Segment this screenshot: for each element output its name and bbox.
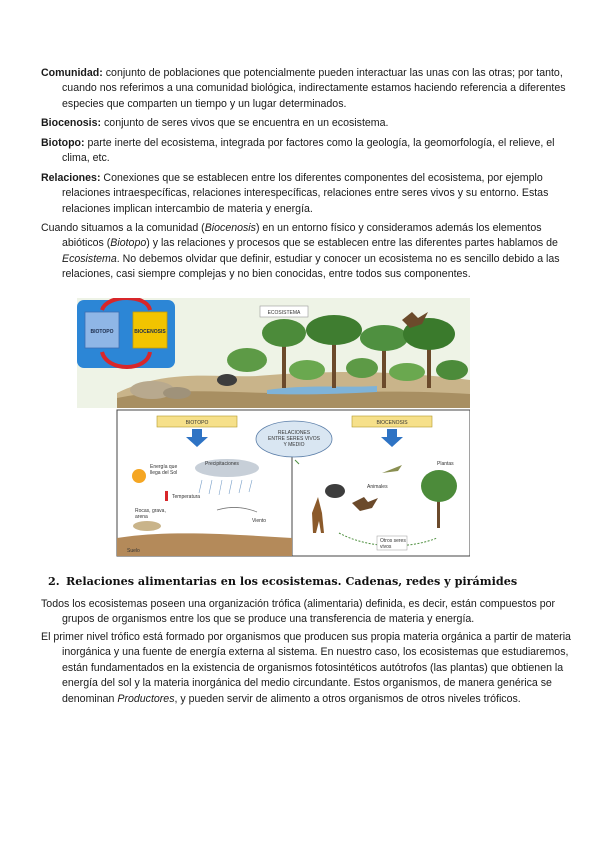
otros-line1: Otros seres (380, 538, 406, 544)
definition-comunidad (41, 66, 582, 112)
term-biocenosis: Biocenosis: (41, 117, 102, 129)
relaciones-line3: Y MEDIO (283, 442, 305, 448)
ecosystem-figure (77, 298, 470, 558)
rock-shape (163, 387, 191, 399)
definition-biocenosis (41, 116, 582, 131)
term-biotopo: Biotopo: (41, 137, 85, 149)
section-title: Relaciones alimentarias en los ecosistemas. Cadenas, redes y pirámides (66, 574, 518, 588)
biotopo-banner-label: BIOTOPO (185, 420, 209, 426)
precipitaciones-label: Precipitaciones (205, 461, 239, 467)
otros-line2: vivos (380, 544, 392, 550)
ecosystem-illustration (77, 298, 470, 558)
paragraph-productores (41, 630, 582, 707)
section-heading (48, 574, 568, 589)
relaciones-line2: ENTRE SERES VIVOS (268, 436, 320, 442)
cycle-biocenosis-label: BIOCENOSIS (134, 329, 166, 335)
text-comunidad: conjunto de poblaciones que potencialmente pueden interactuar las unas con las otras; por tanto, cuando nos referimos a una comunidad biológica, indirectamente estamos haciendo referencia a diferentes especies que comparten un tiempo y un lugar determinados. (62, 67, 566, 110)
tree-crown (421, 470, 457, 502)
thermometer-icon (165, 491, 168, 501)
text-segment: El primer nivel trófico está formado por organismos que producen sus propia materia orgánica a partir de materia inorgánica y una fuente de energía externa al sistema. En nuestro caso, los ecosistemas que estudiaremos, están fundamentados en la existencia de organismos fotosintéticos autótrofos (las plantas) que obtienen la energía del sol y la materia inorgánica del medio circundante. Estos organismos, de manera genérica se denominan (41, 631, 571, 705)
energia-line1: Energía que (150, 464, 178, 470)
suelo-label: Suelo (127, 548, 140, 554)
text-segment: ) en un entorno físico y consideramos además los elementos abióticos ( (62, 222, 542, 250)
paragraph-organizacion-trofica (41, 597, 582, 628)
term-comunidad: Comunidad: (41, 67, 103, 79)
text-segment: ) y las relaciones y procesos que se establecen entre las diferentes partes hablamos de (146, 237, 558, 250)
term-relaciones: Relaciones: (41, 172, 101, 184)
soil-strip (117, 533, 292, 556)
biocenosis-banner-label: BIOCENOSIS (376, 420, 408, 426)
rocas-line2: arena (135, 514, 148, 520)
ecosistema-label: ECOSISTEMA (267, 310, 301, 316)
italic-biotopo: Biotopo (110, 237, 147, 250)
definition-biotopo (41, 136, 582, 167)
relaciones-line1: RELACIONES (277, 430, 311, 436)
paragraph-ecosistema (41, 221, 582, 283)
text-relaciones: Conexiones que se establecen entre los diferentes componentes del ecosistema, por ejemplo relaciones intraespecíficas, relaciones interespecíficas, relaciones entre seres vivos y su entorno. Estas relaciones implican intercambio de materia y energía. (62, 172, 549, 215)
boar-shape (217, 374, 237, 386)
animales-label: Animales (367, 484, 388, 490)
text-segment: , y pueden servir de alimento a otros organismos de otros niveles tróficos. (174, 692, 521, 705)
definition-relaciones (41, 171, 582, 217)
italic-biocenosis: Biocenosis (204, 222, 256, 234)
energia-line2: llega del Sol (150, 470, 178, 476)
text-segment: . No debemos olvidar que definir, estudiar y conocer un ecosistema no es sencillo debido a las relaciones, casi siempre complejas y no bien conocidas, entre todos sus componentes. (62, 252, 560, 281)
text-segment: Cuando situamos a la comunidad ( (41, 222, 205, 234)
plantas-label: Plantas (437, 461, 454, 467)
section-number: 2. (48, 574, 60, 588)
rocas-line1: Rocas, grava, (135, 508, 166, 514)
cycle-biotopo-label: BIOTOPO (90, 329, 114, 335)
text-biotopo: parte inerte del ecosistema, integrada por factores como la geología, la geomorfología, el relieve, el clima, etc. (62, 137, 555, 165)
viento-label: Viento (252, 518, 267, 524)
sun-icon (132, 469, 146, 483)
rocks-icon (133, 521, 161, 531)
boar-shape-small (325, 484, 345, 498)
text-segment: Todos los ecosistemas poseen una organización trófica (alimentaria) definida, es decir, están compuestos por grupos de organismos entre los que se produce una transferencia de materia y energía. (41, 598, 556, 626)
text-biocenosis: conjunto de seres vivos que se encuentra en un ecosistema. (104, 117, 389, 129)
italic-productores: Productores (117, 692, 175, 705)
temperatura-label: Temperatura (172, 494, 201, 500)
italic-ecosistema: Ecosistema (62, 252, 117, 265)
